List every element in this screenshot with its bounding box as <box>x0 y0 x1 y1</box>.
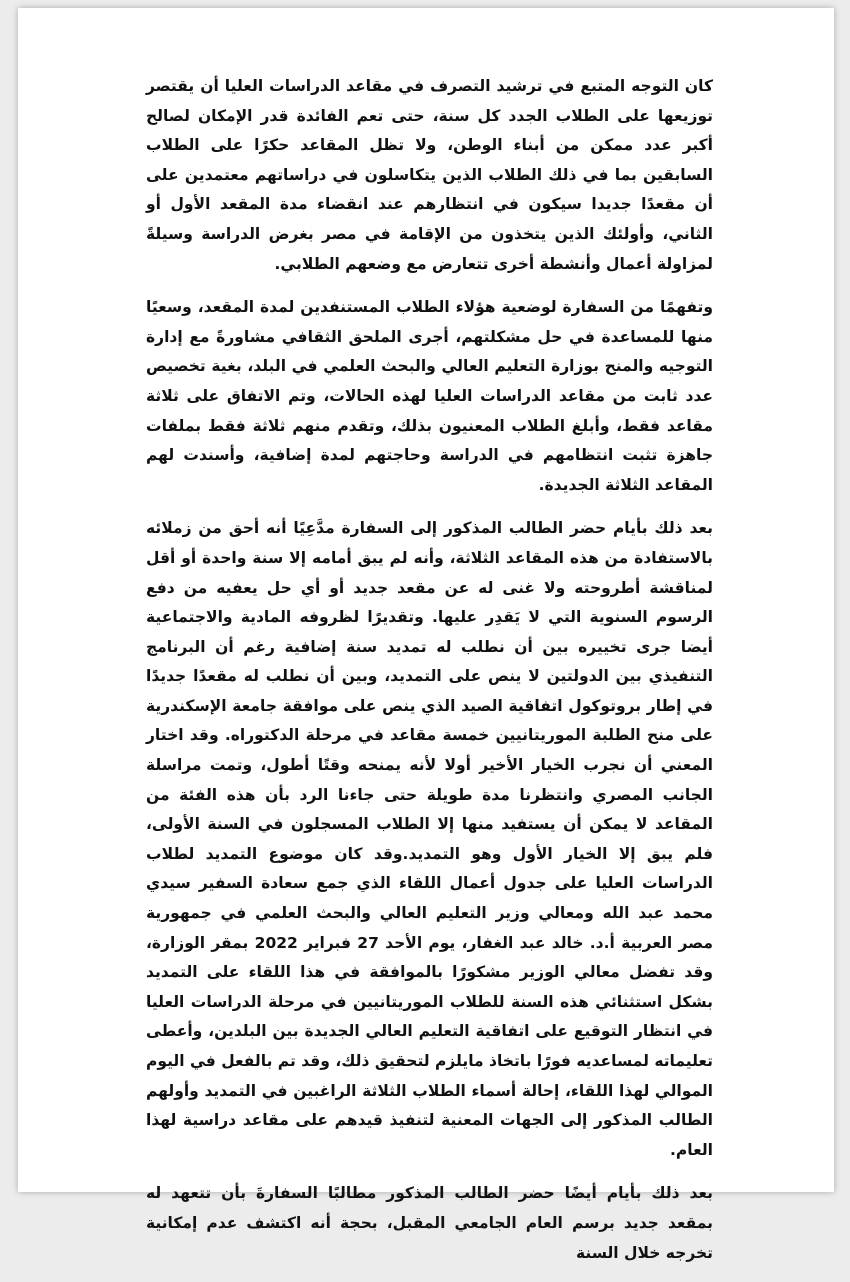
paragraph-1: كان التوجه المتبع في ترشيد التصرف في مقاعد الدراسات العليا أن يقتصر توزيعها على الطلاب الجدد كل سنة، حتى تعم الفائدة قدر الإمكان لصالح أكبر عدد ممكن من أبناء الوطن، ولا تظل المقاعد حكرًا على الطلاب السابقين بما في ذلك الطلاب الذين يتكاسلون في دراساتهم معتمدين على أن مقعدًا جديدا سيكون في انتظارهم عند انقضاء مدة المقعد الأول أو الثاني، وأولئك الذين يتخذون من الإقامة في مصر بغرض الدراسة وسيلةً لمزاولة أعمال وأنشطة أخرى تتعارض مع وضعهم الطلابي. <box>146 77 713 273</box>
document-page <box>18 8 834 1262</box>
paragraph-3: بعد ذلك بأيام حضر الطالب المذكور إلى السفارة مدَّعِيًا أنه أحق من زملائه بالاستفادة من هذه المقاعد الثلاثة، وأنه لم يبق أمامه إلا سنة واحدة أو أقل لمناقشة أطروحته ولا غنى له عن مقعد جديد أو أي حل يعفيه من دفع الرسوم السنوية التي لا يَقدِر عليها. وتقديرًا لظروفه المادية والاجتماعية أيضا جرى تخييره بين أن نطلب له تمديد سنة إضافية رغم أن البرنامج التنفيذي بين الدولتين لا ينص على التمديد، وبين أن نطلب له مقعدًا جديدًا في إطار بروتوكول اتفاقية الصيد الذي ينص على موافقة جامعة الإسكندرية على منح الطلبة الموريتانيين خمسة مقاعد في مرحلة الدكتوراه. وقد اختار المعني أن نجرب الخيار الأخير أولا لأنه يمنحه وقتًا أطول، وتمت مراسلة الجانب المصري وانتظرنا مدة طويلة حتى جاءنا الرد بأن هذه الفئة من المقاعد لا يمكن أن يستفيد منها إلا الطلاب المسجلون في السنة الأولى، فلم يبق إلا الخيار الأول وهو التمديد.وقد كان موضوع التمديد لطلاب الدراسات العليا على جدول أعمال اللقاء الذي جمع سعادة السفير سيدي محمد عبد الله ومعالي وزير التعليم العالي والبحث العلمي في جمهورية مصر العربية أ.د. خالد عبد الغفار، يوم الأحد 27 فبراير 2022 بمقر الوزارة، وقد تفضل معالي الوزير مشكورًا بالموافقة في هذا اللقاء على التمديد بشكل استثنائي هذه السنة للطلاب الموريتانيين في مرحلة الدراسات العليا في انتظار التوقيع على اتفاقية التعليم العالي الجديدة بين البلدين، وأعطى تعليماته لمساعديه فورًا باتخاذ مايلزم لتحقيق ذلك، وقد تم بالفعل في اليوم الموالي لهذا اللقاء، إحالة أسماء الطلاب الثلاثة الراغبين في التمديد وأولهم الطالب المذكور إلى الجهات المعنية لتنفيذ قيدهم على مقاعد دراسية لهذا العام. <box>146 519 714 1159</box>
paragraph-2: وتفهمًا من السفارة لوضعية هؤلاء الطلاب المستنفدين لمدة المقعد، وسعيًا منها للمساعدة في حل مشكلتهم، أجرى الملحق الثقافي مشاورةً مع إدارة التوجيه والمنح بوزارة التعليم العالي والبحث العلمي في البلد، بغية تخصيص عدد ثابت من مقاعد الدراسات العليا لهذه الحالات، وتم الاتفاق على ثلاثة مقاعد فقط، وأبلغ الطلاب المعنيون بذلك، وتقدم منهم ثلاثة فقط بملفات جاهزة تثبت انتظامهم في الدراسة وحاجتهم لمدة إضافية، وأسندت لهم المقاعد الثلاثة الجديدة. <box>146 298 713 494</box>
document-body <box>146 72 713 1282</box>
paragraph-4: بعد ذلك بأيام أيضًا حضر الطالب المذكور مطالبًا السفارةَ بأن تتعهد له بمقعد جديد برسم العام الجامعي المقبل، بحجة أنه اكتشف عدم إمكانية تخرجه خلال السنة <box>146 1184 713 1262</box>
